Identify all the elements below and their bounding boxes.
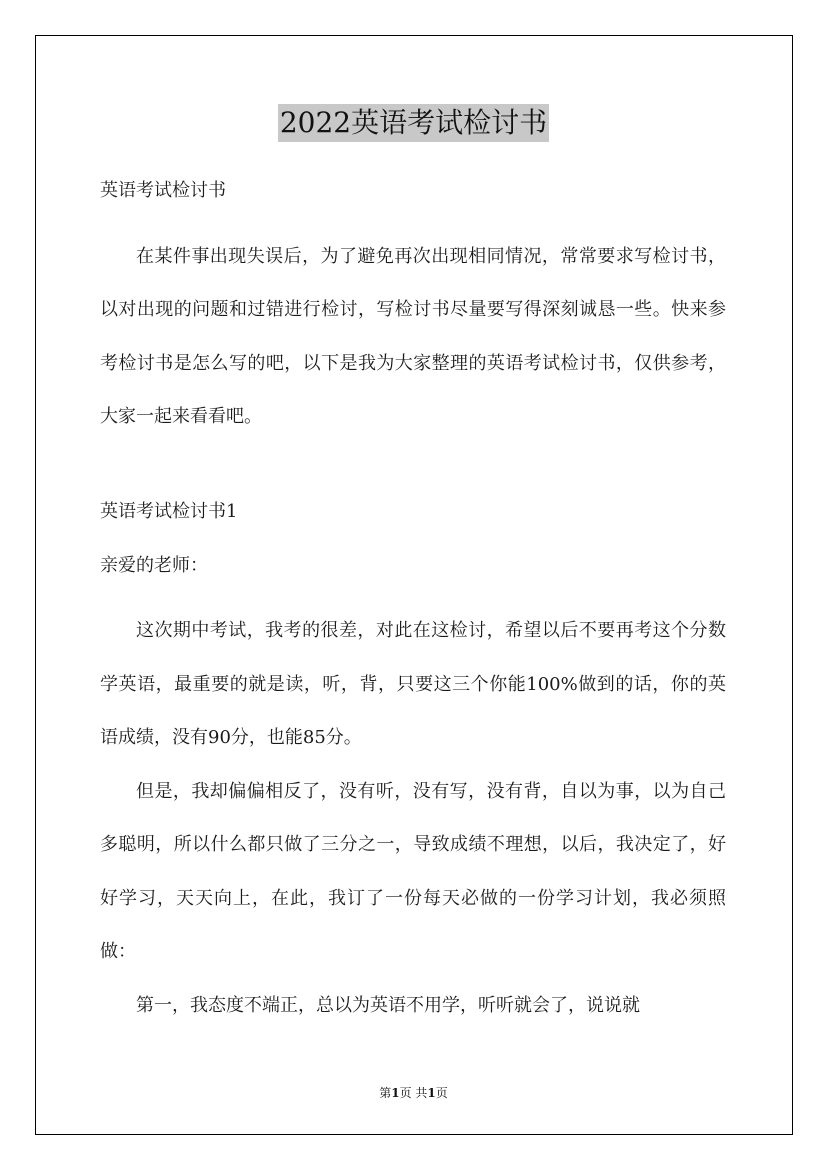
blank-line [100, 444, 726, 498]
document-body [100, 176, 726, 1032]
section-title: 英语考试检讨书1 [100, 501, 238, 522]
title-container [0, 104, 827, 142]
page-prefix: 第 [379, 1086, 392, 1100]
document-heading: 英语考试检讨书 [100, 180, 226, 201]
page-suffix: 页 [435, 1086, 448, 1100]
page-mid: 页 共 [399, 1086, 428, 1100]
document-title: 2022英语考试检讨书 [278, 104, 549, 142]
total-page-number: 1 [427, 1086, 436, 1100]
body-paragraph-2: 但是，我却偏偏相反了，没有听，没有写，没有背，自以为事，以为自己多聪明，所以什么都只做了三分之一，导致成绩不理想，以后，我决定了，好好学习，天天向上，在此，我订了一份每天必做的一份学习计划，我必须照做： [100, 780, 726, 962]
current-page-number: 1 [391, 1086, 400, 1100]
body-paragraph-1: 这次期中考试，我考的很差，对此在这检讨，希望以后不要再考这个分数学英语，最重要的就是读，听，背，只要这三个你能100%做到的话，你的英语成绩，没有90分，也能85分。 [100, 620, 726, 748]
body-paragraph-3: 第一，我态度不端正，总以为英语不用学，听听就会了，说说就 [136, 994, 640, 1016]
intro-paragraph: 在某件事出现失误后，为了避免再次出现相同情况，常常要求写检讨书，以对出现的问题和过错进行检讨，写检讨书尽量要写得深刻诚恳一些。快来参考检讨书是怎么写的吧，以下是我为大家整理的英语考试检讨书，仅供参考，大家一起来看看吧。 [100, 245, 726, 427]
page-footer [0, 1085, 827, 1101]
salutation: 亲爱的老师： [100, 554, 208, 576]
